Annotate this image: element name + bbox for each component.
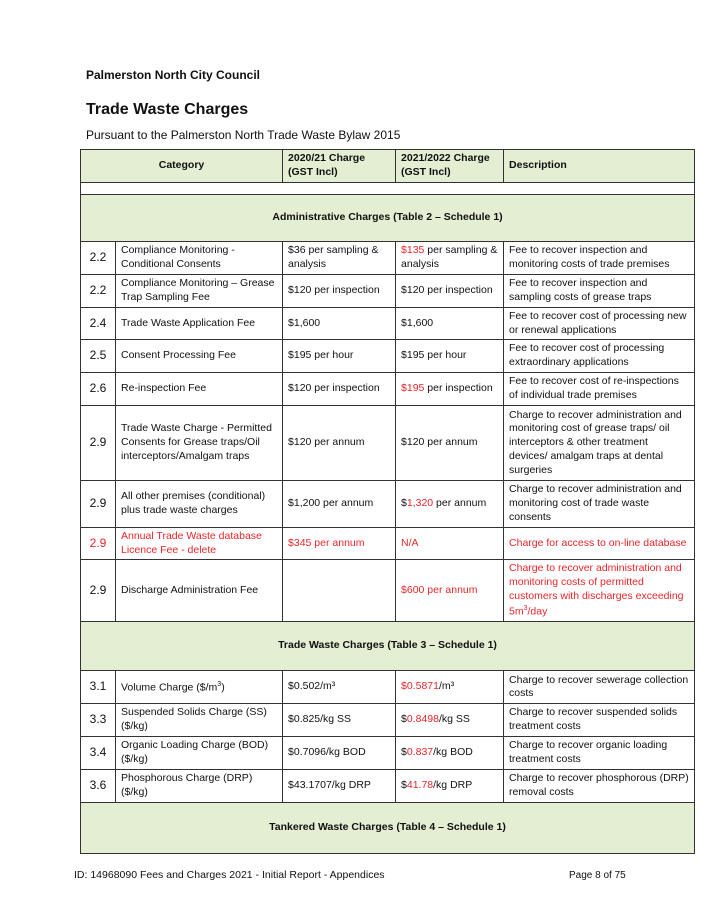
row-category: Re-inspection Fee xyxy=(116,373,283,406)
row-charge-2020: $0.7096/kg BOD xyxy=(283,737,396,770)
header-charge-2021: 2021/2022 Charge (GST Incl) xyxy=(396,150,504,183)
row-number: 2.9 xyxy=(81,527,116,560)
row-description: Fee to recover inspection and sampling costs of grease traps xyxy=(504,275,695,308)
row-number: 2.9 xyxy=(81,560,116,622)
row-charge-2020: $0.502/m³ xyxy=(283,671,396,704)
row-number: 2.9 xyxy=(81,481,116,528)
row-charge-2021: N/A xyxy=(396,527,504,560)
table-row xyxy=(81,275,695,308)
row-charge-2021: $1,320 per annum xyxy=(396,481,504,528)
table-row-deleted xyxy=(81,527,695,560)
table-row xyxy=(81,340,695,373)
section-admin: Administrative Charges (Table 2 – Schedule 1) xyxy=(81,195,695,242)
table-row xyxy=(81,737,695,770)
row-charge-2021: $0.837/kg BOD xyxy=(396,737,504,770)
row-category: Trade Waste Application Fee xyxy=(116,307,283,340)
footer-page-number: Page 8 of 75 xyxy=(569,870,626,881)
header-charge-2020: 2020/21 Charge (GST Incl) xyxy=(283,150,396,183)
table-row xyxy=(81,769,695,802)
spacer-row xyxy=(81,183,695,195)
row-charge-2021: $195 per hour xyxy=(396,340,504,373)
row-charge-2020: $120 per annum xyxy=(283,406,396,481)
row-number: 3.1 xyxy=(81,671,116,704)
row-number: 3.3 xyxy=(81,704,116,737)
section-tankered xyxy=(81,802,695,853)
row-charge-2020: $195 per hour xyxy=(283,340,396,373)
row-number: 3.4 xyxy=(81,737,116,770)
row-category: Volume Charge $(\$/m^3)$ xyxy=(116,671,283,704)
row-description: Charge for access to on-line database xyxy=(504,527,695,560)
row-charge-2020: $120 per inspection xyxy=(283,275,396,308)
header-category: Category xyxy=(81,150,283,183)
row-category: Discharge Administration Fee xyxy=(116,560,283,622)
row-category: Consent Processing Fee xyxy=(116,340,283,373)
row-number: 2.2 xyxy=(81,275,116,308)
council-name: Palmerston North City Council xyxy=(86,68,261,82)
row-charge-2021: $0.8498/kg SS xyxy=(396,704,504,737)
row-charge-2021: $600 per annum xyxy=(396,560,504,622)
row-description: Charge to recover sewerage collection costs xyxy=(504,671,695,704)
row-charge-2021: $41.78/kg DRP xyxy=(396,769,504,802)
row-category: Organic Loading Charge (BOD) ($/kg) xyxy=(116,737,283,770)
row-category: Annual Trade Waste database Licence Fee - delete xyxy=(116,527,283,560)
row-description: Fee to recover inspection and monitoring costs of trade premises xyxy=(504,242,695,275)
row-description: Charge to recover phosphorous (DRP) removal costs xyxy=(504,769,695,802)
row-description: Fee to recover cost of re-inspections of individual trade premises xyxy=(504,373,695,406)
row-description: Fee to recover cost of processing new or renewal applications xyxy=(504,307,695,340)
row-description: Charge to recover administration and monitoring costs of permitted customers with discharges exceeding $5m^3$/day xyxy=(504,560,695,622)
row-description: Charge to recover administration and monitoring cost of grease traps/ oil interceptors & other treatment devices/ amalgam traps at dental surgeries xyxy=(504,406,695,481)
row-charge-2020: $43.1707/kg DRP xyxy=(283,769,396,802)
row-charge-2021: $195 per inspection xyxy=(396,373,504,406)
section-trade xyxy=(81,622,695,671)
row-description: Charge to recover organic loading treatment costs xyxy=(504,737,695,770)
row-charge-2021: $135 per sampling & analysis xyxy=(396,242,504,275)
row-category: Phosphorous Charge (DRP) ($/kg) xyxy=(116,769,283,802)
table-row xyxy=(81,704,695,737)
row-category: Compliance Monitoring – Grease Trap Sampling Fee xyxy=(116,275,283,308)
row-charge-2020: $1,600 xyxy=(283,307,396,340)
row-category: Trade Waste Charge - Permitted Consents for Grease traps/Oil interceptors/Amalgam traps xyxy=(116,406,283,481)
row-number: 2.2 xyxy=(81,242,116,275)
table-row xyxy=(81,242,695,275)
row-category: Compliance Monitoring - Conditional Consents xyxy=(116,242,283,275)
trade-waste-table xyxy=(80,149,695,854)
section-tankered-label: Tankered Waste Charges (Table 4 – Schedule 1) xyxy=(81,802,695,853)
header-description: Description xyxy=(504,150,695,183)
table-row xyxy=(81,671,695,704)
row-charge-2021: $0.5871/m³ xyxy=(396,671,504,704)
row-description: Fee to recover cost of processing extraordinary applications xyxy=(504,340,695,373)
table-header-row xyxy=(81,150,695,183)
row-charge-2020: $1,200 per annum xyxy=(283,481,396,528)
row-charge-2021: $1,600 xyxy=(396,307,504,340)
row-number: 2.9 xyxy=(81,406,116,481)
row-charge-2020: $0.825/kg SS xyxy=(283,704,396,737)
page-title: Trade Waste Charges xyxy=(86,101,249,118)
row-charge-2021: $120 per annum xyxy=(396,406,504,481)
row-number: 2.5 xyxy=(81,340,116,373)
page-subtitle: Pursuant to the Palmerston North Trade Waste Bylaw 2015 xyxy=(86,128,401,142)
row-description: Charge to recover suspended solids treatment costs xyxy=(504,704,695,737)
row-charge-2020: $36 per sampling & analysis xyxy=(283,242,396,275)
table-row xyxy=(81,373,695,406)
row-number: 3.6 xyxy=(81,769,116,802)
row-charge-2020 xyxy=(283,560,396,622)
section-trade-label: Trade Waste Charges (Table 3 – Schedule 1) xyxy=(81,622,695,671)
table-row xyxy=(81,307,695,340)
row-charge-2020: $345 per annum xyxy=(283,527,396,560)
table-row xyxy=(81,406,695,481)
table-row-discharge xyxy=(81,560,695,622)
row-description: Charge to recover administration and monitoring cost of trade waste consents xyxy=(504,481,695,528)
row-charge-2021: $120 per inspection xyxy=(396,275,504,308)
row-category: All other premises (conditional) plus trade waste charges xyxy=(116,481,283,528)
row-category: Suspended Solids Charge (SS) ($/kg) xyxy=(116,704,283,737)
row-number: 2.6 xyxy=(81,373,116,406)
table-row xyxy=(81,481,695,528)
row-charge-2020: $120 per inspection xyxy=(283,373,396,406)
row-number: 2.4 xyxy=(81,307,116,340)
footer-document-id: ID: 14968090 Fees and Charges 2021 - Initial Report - Appendices xyxy=(74,869,385,881)
